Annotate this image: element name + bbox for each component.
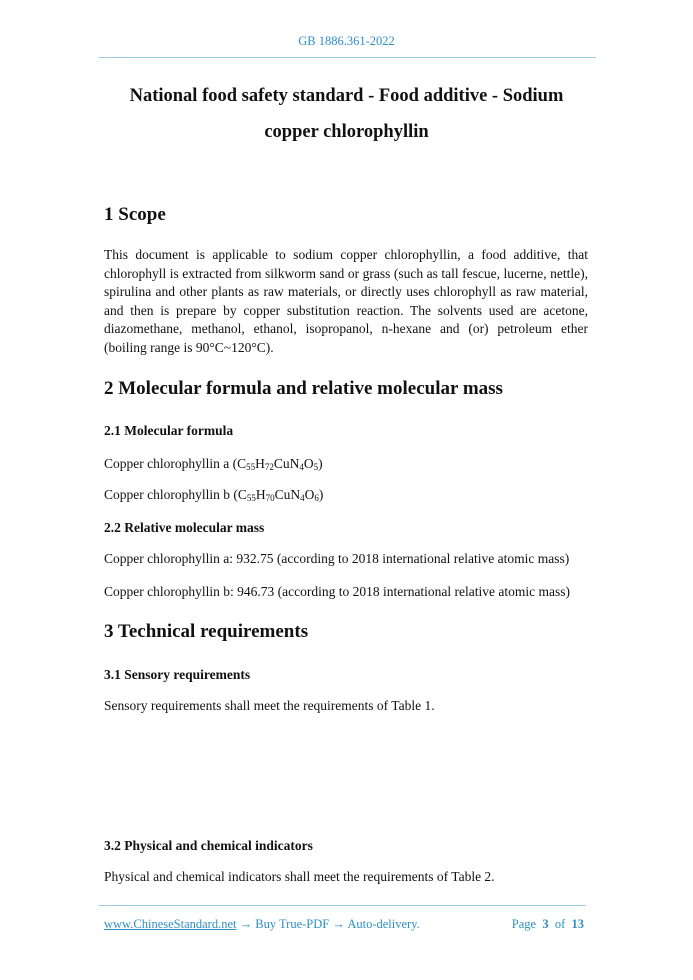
arrow-right-icon: → — [329, 917, 348, 931]
section-2-heading: 2 Molecular formula and relative molecular mass — [104, 378, 503, 399]
auto-delivery-text: Auto-delivery. — [347, 917, 420, 931]
section-1-heading: 1 Scope — [104, 204, 166, 225]
section-2-2-heading: 2.2 Relative molecular mass — [104, 520, 265, 535]
document-title — [80, 78, 613, 150]
formula-a: Copper chlorophyllin a $(C_{55}H_{72}CuN_4O_5)$ — [104, 456, 323, 472]
title-line-1: National food safety standard - Food additive - Sodium — [129, 86, 564, 106]
mass-a: Copper chlorophyllin a: 932.75 (according to 2018 international relative atomic mass) — [104, 551, 570, 566]
section-2-1-heading: 2.1 Molecular formula — [104, 423, 234, 438]
section-3-2-body: Physical and chemical indicators shall meet the requirements of Table 2. — [104, 869, 495, 884]
website-link[interactable]: www.ChineseStandard.net — [104, 917, 237, 931]
arrow-right-icon: → — [236, 917, 256, 931]
section-3-1-heading: 3.1 Sensory requirements — [104, 667, 251, 682]
section-1-body: This document is applicable to sodium copper chlorophyllin, a food additive, that chlorophyll is extracted from silkworm sand or grass (such as tall fescue, lucerne, nettle), spirulina and other plants as raw materials, or directly uses chlorophyll as raw material, and then is prepare by copper substitution reaction. The solvents used are acetone, diazomethane, methanol, ethanol, isopropanol, n-hexane and (or) petroleum ether (boiling range is 90°C~120°C). — [104, 247, 588, 355]
mass-b: Copper chlorophyllin b: 946.73 (according to 2018 international relative atomic mass) — [104, 584, 571, 599]
document-code-header: GB 1886.361-2022 — [298, 34, 395, 48]
header-divider — [99, 57, 596, 58]
section-3-1-body: Sensory requirements shall meet the requirements of Table 1. — [104, 698, 435, 713]
title-line-2: copper chlorophyllin — [264, 122, 429, 142]
page-number: Page 3 of 13 — [511, 917, 584, 931]
footer-divider — [99, 905, 586, 906]
section-3-heading: 3 Technical requirements — [104, 621, 309, 642]
footer — [104, 917, 584, 932]
buy-pdf-link[interactable]: Buy True-PDF — [255, 917, 330, 931]
formula-b: Copper chlorophyllin b $(C_{55}H_{70}CuN_4O_6)$ — [104, 487, 324, 503]
section-3-2-heading: 3.2 Physical and chemical indicators — [104, 838, 313, 853]
